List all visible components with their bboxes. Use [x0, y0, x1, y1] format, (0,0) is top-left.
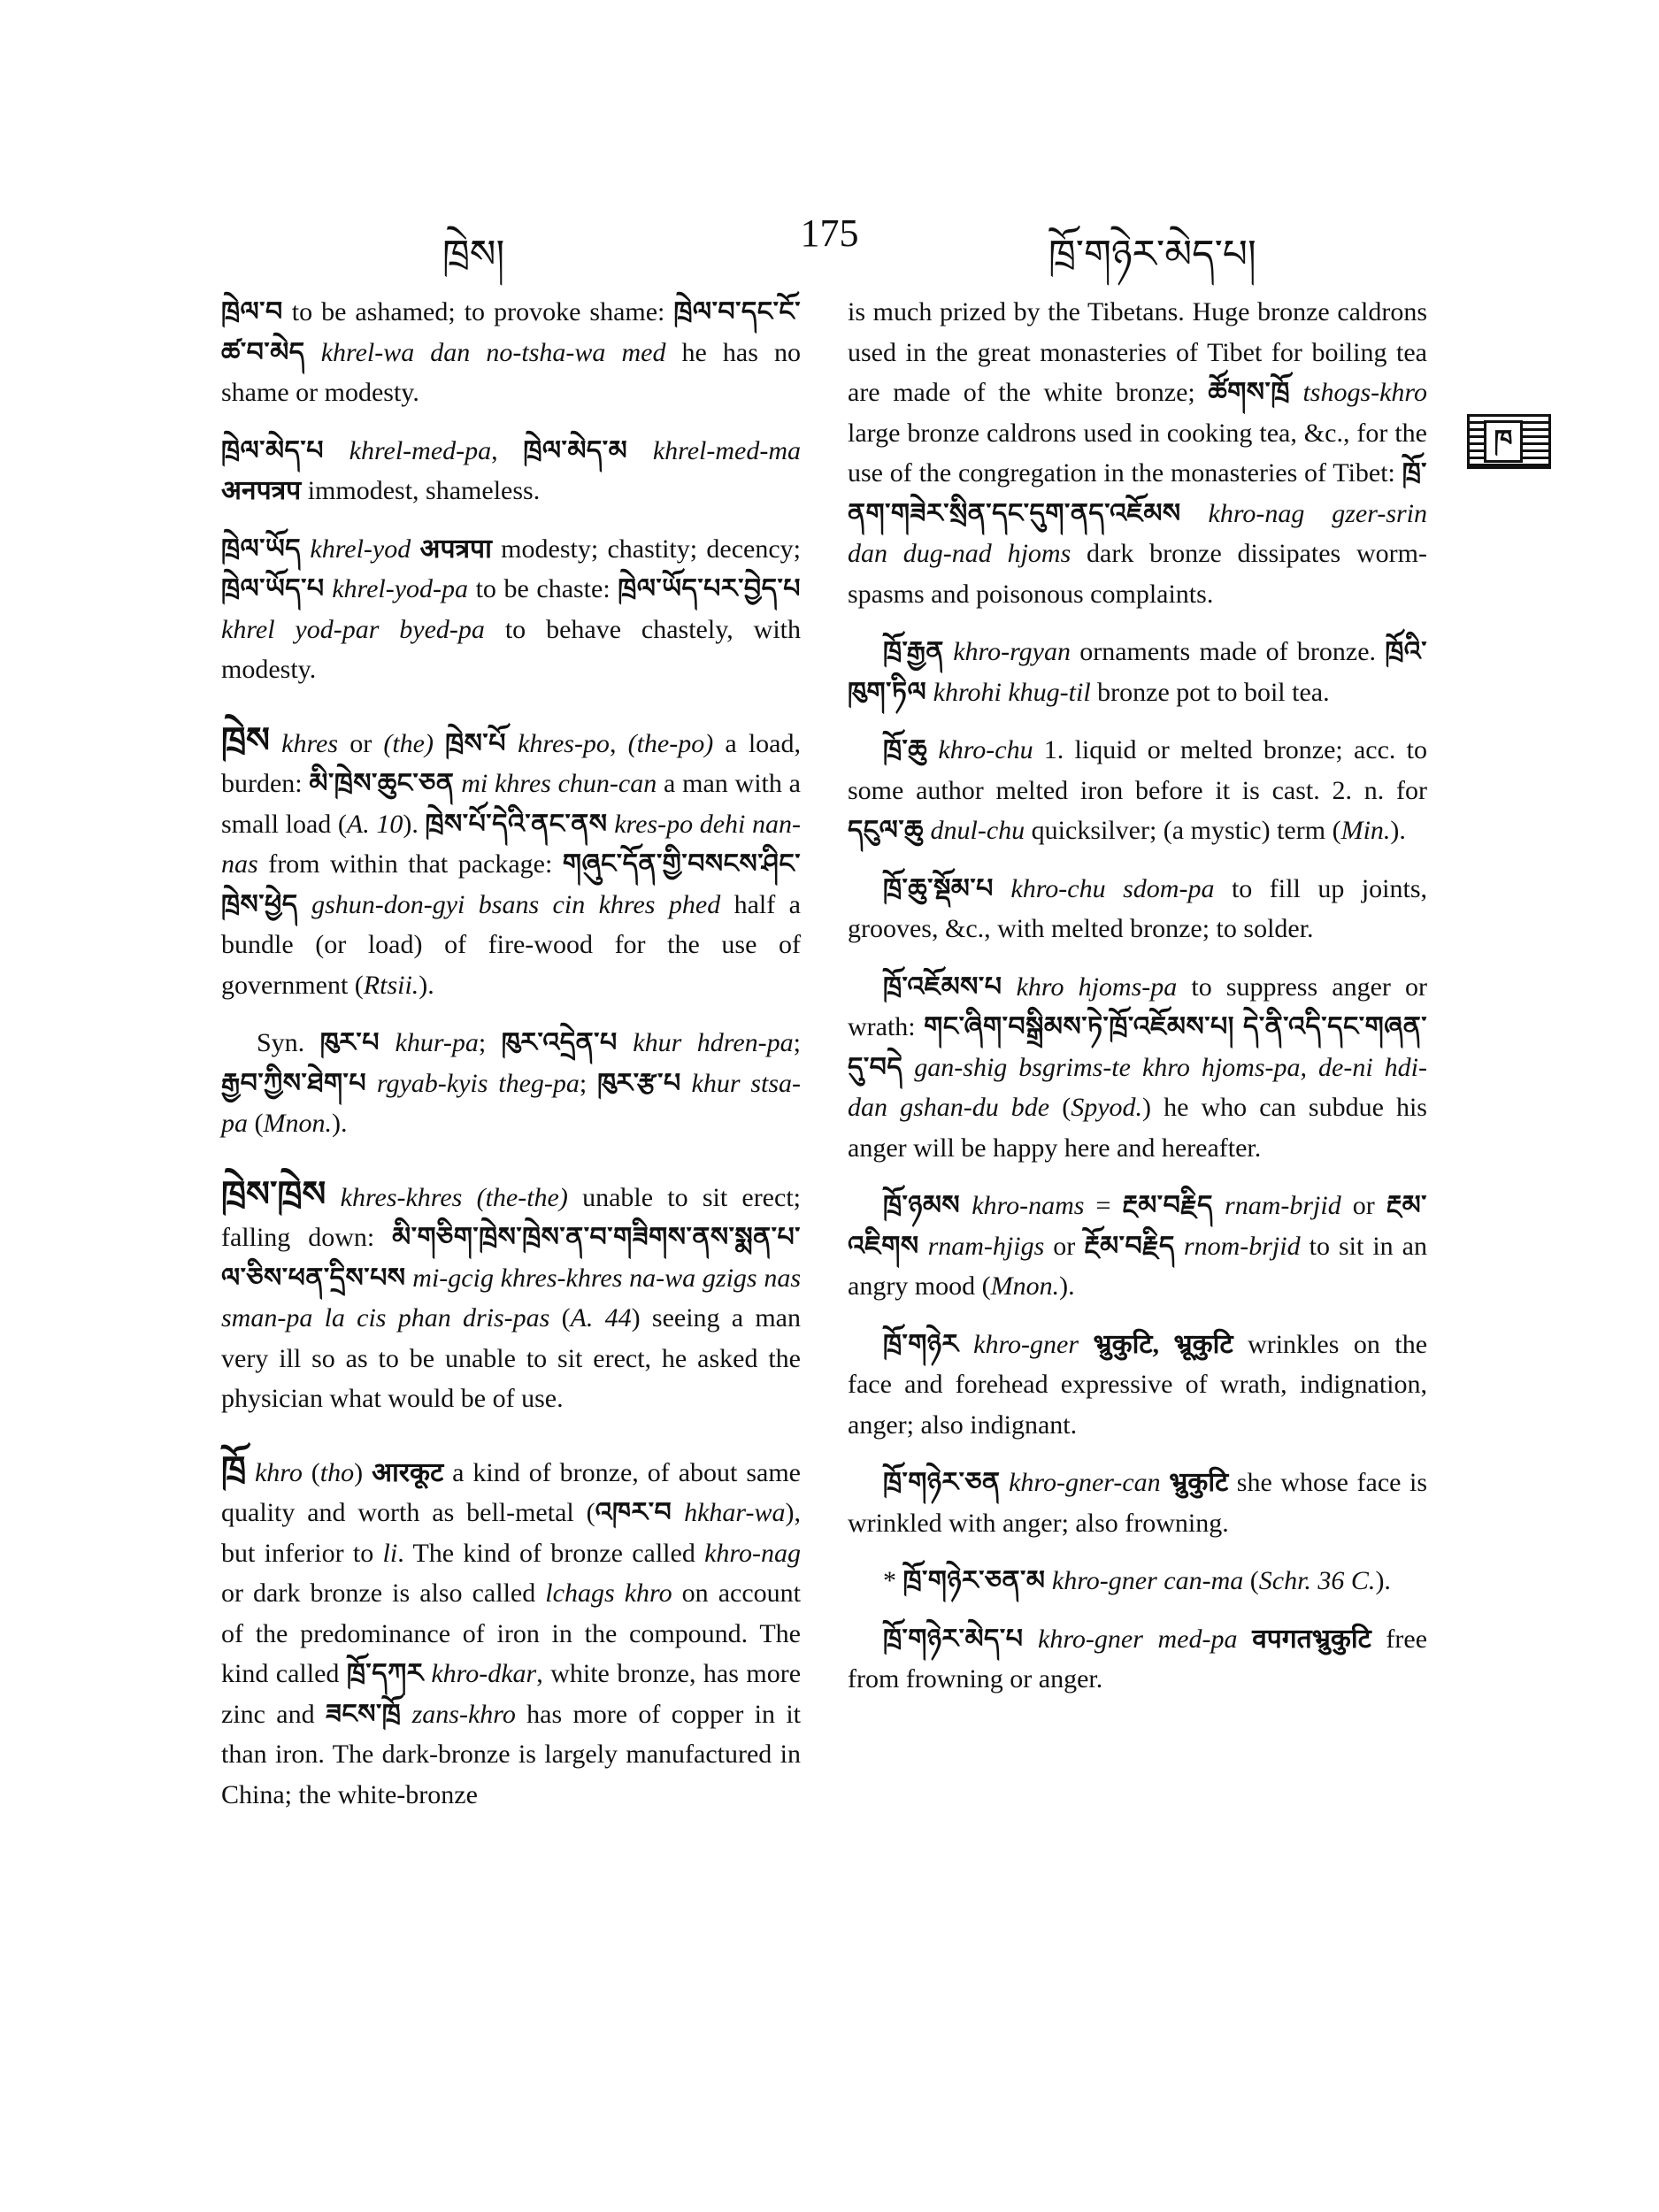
dictionary-entry: [848, 869, 1427, 949]
transliteration: Schr. 36 C.: [1258, 1566, 1376, 1595]
tibetan-text: ཁྲེས་པོ: [445, 728, 506, 758]
transliteration: khrohi khug-til: [926, 677, 1091, 707]
dictionary-entry: [848, 730, 1427, 851]
entry-text: large bronze caldrons used in cooking tea, &c., for the use of the congregation in the monasteries of Tibet:: [848, 418, 1427, 488]
header-right-headword: ཁྲོ་གཉེར་མེད་པ།: [1048, 233, 1256, 276]
transliteration: khro: [246, 1457, 303, 1487]
entry-text: ).: [1059, 1271, 1075, 1301]
transliteration: khro-nag: [704, 1538, 801, 1568]
sanskrit-text: अनपत्रप: [221, 476, 302, 505]
transliteration: (the-the): [476, 1182, 568, 1212]
entry-text: wrinkles on the face and forehead expressive of wrath, indignation, anger; also indignant.: [848, 1329, 1428, 1440]
headword: ཁྲེས: [221, 719, 270, 760]
tibetan-text: རྔོམ་བརྗིད: [1084, 1231, 1175, 1261]
tibetan-text: ཁྲོ་གཉེར་ཅན་མ: [902, 1566, 1046, 1595]
entry-text: =: [1084, 1191, 1123, 1220]
entry-text: a load, burden:: [221, 728, 801, 798]
transliteration: khro hjoms-pa: [1002, 972, 1178, 1002]
entry-text: unable to sit erect; falling down:: [221, 1182, 801, 1252]
transliteration: (the-po): [627, 728, 714, 758]
transliteration: khur stsa-pa: [221, 1068, 801, 1138]
transliteration: hkhar-wa: [672, 1498, 786, 1527]
entry-text: to behave chastely, with modesty.: [221, 614, 801, 684]
transliteration: rnam-brjid: [1213, 1191, 1341, 1220]
transliteration: tshogs-khro: [1289, 378, 1427, 407]
tibetan-text: གཞུང་དོན་གྱི་བསངས་ཤིང་ཁྲེས་ཕྱེད: [221, 849, 801, 919]
entry-text: ).: [419, 970, 434, 1000]
transliteration: mi khres chun-can: [454, 769, 657, 798]
page-number: 175: [800, 211, 859, 255]
entry-text: ;: [793, 1028, 801, 1057]
entry-text: ) seeing a man very ill so as to be unable to sit erect, he asked the physician what would be of use.: [221, 1303, 801, 1413]
entry-text: to fill up joints, grooves, &c., with melted bronze; to solder.: [848, 873, 1428, 943]
tibetan-text: ཁུར་པ: [319, 1028, 380, 1057]
sanskrit-text: वपगतभ्रुकुटि: [1252, 1624, 1371, 1654]
dictionary-entry: [848, 632, 1427, 712]
transliteration: Spyod.: [1071, 1093, 1143, 1122]
transliteration: khrel yod-par byed-pa: [221, 614, 485, 644]
tibetan-text: རྔམ་བརྗིད: [1122, 1191, 1214, 1220]
tibetan-text: ཁྲོ་ཆུ: [883, 735, 928, 764]
entry-text: . The kind of bronze called: [397, 1538, 705, 1568]
entry-text: ).: [1375, 1566, 1391, 1595]
tibetan-text: རྔམ་འཇིགས: [848, 1191, 1427, 1261]
sanskrit-text: भ्रुकुटि: [1169, 1468, 1229, 1497]
dictionary-entry: [221, 431, 801, 511]
page-header: [0, 211, 1659, 276]
transliteration: khro-nams: [960, 1191, 1085, 1220]
transliteration: khro-gner med-pa: [1023, 1624, 1238, 1654]
dictionary-entry: [848, 1325, 1427, 1446]
transliteration: lchags khro: [545, 1578, 672, 1608]
tibetan-text: ཁྲོ་ཉམས: [883, 1191, 961, 1220]
transliteration: A. 44: [570, 1303, 632, 1333]
tibetan-text: ཁྲོ་རྒྱན: [883, 637, 944, 666]
transliteration: zans-khro: [401, 1699, 516, 1729]
transliteration: khrel-med-ma: [627, 435, 801, 465]
tibetan-text: ཚོགས་ཁྲོ: [1208, 378, 1290, 407]
transliteration: gshun-don-gyi bsans cin khres phed: [297, 889, 721, 919]
tibetan-text: མི་གཅིག་ཁྲེས་ཁྲེས་ན་བ་གཟིགས་ནས་སྨན་པ་ལ་ཅིས་ཕན་དྲིས་པས: [221, 1223, 801, 1293]
entry-text: , white bronze, has more zinc and: [221, 1659, 802, 1729]
left-column: [221, 292, 801, 1832]
entry-text: or dark bronze is also called: [221, 1578, 546, 1608]
transliteration: khro-gner can-ma: [1045, 1566, 1244, 1595]
entry-text: to sit in an angry mood (: [848, 1231, 1427, 1301]
entry-text: ), but inferior to: [221, 1498, 802, 1568]
tibetan-text: མི་ཁྲེས་ཆུང་ཅན: [309, 769, 455, 798]
transliteration: khrel-med-pa: [323, 435, 492, 465]
header-left-headword: ཁྲེས།: [442, 233, 505, 276]
entry-text: (: [302, 1457, 320, 1487]
transliteration: khres-khres: [326, 1182, 463, 1212]
transliteration: khrel-yod-pa: [324, 574, 469, 603]
tibetan-text: ཁྲེལ་མེད་པ: [221, 435, 324, 465]
dictionary-entry: [848, 1186, 1427, 1307]
sanskrit-text: अपत्रपा: [419, 534, 492, 564]
transliteration: (the): [383, 728, 434, 758]
transliteration: khro-chu: [927, 735, 1033, 764]
transliteration: Mnon.: [263, 1109, 332, 1138]
entry-text: free from frowning or anger.: [848, 1624, 1428, 1694]
entry-text: immodest, shameless.: [301, 476, 541, 505]
tibetan-text: གང་ཞིག་བསྒྲིམས་ཏེ་ཁྲོ་འཇོམས་པ། དེ་ནི་འདི་དང་གཞན་དུ་བདེ: [848, 1012, 1428, 1082]
entry-text: a kind of bronze, of about same quality and worth as bell-metal (: [221, 1457, 801, 1527]
entry-text: Syn.: [257, 1028, 320, 1057]
dictionary-entry: [848, 292, 1427, 614]
entry-text: ) he who can subdue his anger will be happy here and hereafter.: [848, 1093, 1427, 1163]
thumb-index-label: ཁ: [1484, 420, 1523, 463]
entry-text: ;: [579, 1068, 598, 1098]
entry-text: to be chaste:: [468, 574, 618, 603]
entry-text: is much prized by the Tibetans. Huge bronze caldrons used in the great monasteries of Tibet for boiling tea are made of the white bronze;: [848, 297, 1427, 407]
tibetan-text: དངུལ་ཆུ: [848, 816, 925, 845]
tibetan-text: ཁྲོའི་ཁུག་ཏིལ: [848, 637, 1428, 707]
entry-text: on account of the predominance of iron in the compound. The kind called: [221, 1578, 802, 1688]
dictionary-entry: [221, 1023, 801, 1144]
entry-text: a man with a small load (: [221, 769, 801, 839]
entry-text: dark bronze dissipates worm-spasms and poisonous complaints.: [848, 539, 1427, 609]
sanskrit-text: आरकूट: [372, 1457, 444, 1487]
tibetan-text: ཁྲེལ་ཡོད་པར་བྱེད་པ: [618, 574, 801, 603]
entry-text: or: [1044, 1231, 1085, 1261]
tibetan-text: ཁྲོ་གཉེར་མེད་པ: [883, 1624, 1024, 1654]
transliteration: khres-po: [505, 728, 610, 758]
transliteration: khro-rgyan: [943, 637, 1071, 666]
transliteration: khur hdren-pa: [617, 1028, 794, 1057]
dictionary-entry: [848, 1561, 1427, 1601]
transliteration: rgyab-kyis theg-pa: [366, 1068, 580, 1098]
dictionary-entry: [221, 1174, 801, 1419]
entry-text: [1161, 1468, 1170, 1497]
entry-text: has more of copper in it than iron. The dark-bronze is largely manufactured in China; the white-bronze: [221, 1699, 802, 1809]
entry-text: modesty; chastity; decency;: [491, 534, 801, 564]
tibetan-text: ཁྲོ་ཆུ་སྡོམ་པ: [883, 873, 994, 903]
transliteration: tho: [319, 1457, 355, 1487]
entry-text: [1237, 1624, 1252, 1654]
transliteration: khro-dkar: [423, 1659, 537, 1688]
dictionary-entry: [848, 967, 1427, 1169]
transliteration: Rtsii.: [363, 970, 419, 1000]
entry-text: quicksilver; (a mystic) term (: [1025, 816, 1341, 845]
entry-text: (: [1049, 1093, 1071, 1122]
entry-text: [462, 1183, 476, 1212]
entry-text: he has no shame or modesty.: [221, 337, 801, 407]
tibetan-text: ཁྲོ་གཉེར་ཅན: [883, 1468, 1001, 1497]
transliteration: rnom-brjid: [1174, 1231, 1301, 1261]
entry-text: [434, 729, 445, 758]
transliteration: khrel-yod: [301, 534, 411, 564]
entry-text: (: [1243, 1566, 1259, 1595]
entry-text: ;: [478, 1028, 502, 1057]
entry-text: ).: [332, 1109, 348, 1138]
tibetan-text: ཟངས་ཁྲོ: [325, 1699, 402, 1729]
transliteration: khres: [270, 728, 339, 758]
transliteration: khro-gner: [958, 1329, 1079, 1359]
entry-text: half a bundle (or load) of fire-wood for the use of government (: [221, 889, 801, 1000]
entry-text: ornaments made of bronze.: [1070, 637, 1386, 666]
entry-text: ).: [1390, 816, 1406, 845]
headword: ཁྲེས་ཁྲེས: [221, 1173, 326, 1214]
transliteration: khrel-wa dan no-tsha-wa med: [304, 337, 666, 367]
transliteration: gan-shig bsgrims-te khro hjoms-pa, de-ni hdi-dan gshan-du bde: [848, 1052, 1427, 1122]
transliteration: khro-chu sdom-pa: [993, 873, 1215, 903]
entry-text: to suppress anger or wrath:: [848, 972, 1428, 1041]
tibetan-text: ཁྲེལ་མེད་མ: [523, 435, 628, 465]
tibetan-text: ཁྲོ་གཉེར: [883, 1329, 959, 1359]
transliteration: mi-gcig khres-khres na-wa gzigs nas sman-pa la cis phan dris-pas: [221, 1263, 801, 1333]
tibetan-text: ཁྲོ་འཇོམས་པ: [883, 972, 1002, 1002]
headword: ཁྲོ: [221, 1448, 246, 1489]
entry-text: (: [549, 1303, 571, 1333]
tibetan-text: ཁྲོ་དཀར: [346, 1659, 424, 1688]
dictionary-entry: [221, 720, 801, 1006]
entry-text: 1. liquid or melted bronze; acc. to some author melted iron before it is cast. 2. n. for: [848, 735, 1427, 805]
thumb-index-marker: [1467, 414, 1551, 469]
dictionary-entry: [221, 292, 801, 413]
entry-text: or: [1340, 1191, 1386, 1220]
tibetan-text: ཁྲེལ་ཡོད་པ: [221, 574, 325, 603]
entry-text: *: [883, 1566, 903, 1595]
dictionary-entry: [848, 1619, 1427, 1700]
entry-text: ).: [403, 809, 426, 839]
tibetan-text: ཁྲེལ་བ: [221, 297, 283, 326]
tibetan-text: རྒྱབ་ཀྱིས་ཐེག་པ: [221, 1068, 367, 1098]
tibetan-text: ཁྲེལ་ཡོད: [221, 534, 302, 564]
transliteration: khur-pa: [379, 1028, 479, 1057]
entry-text: (: [248, 1109, 264, 1138]
dictionary-entry: [221, 529, 801, 690]
tibetan-text: ཁུར་རྩ་པ: [597, 1068, 681, 1098]
entry-text: bronze pot to boil tea.: [1090, 677, 1330, 707]
sanskrit-text: भ्रुकुटि, भ्रूकुटि: [1093, 1329, 1233, 1359]
tibetan-text: ཁྲེས་པོ་དེའི་ནང་ནས: [425, 809, 608, 839]
tibetan-text: ཁུར་འདྲེན་པ: [501, 1028, 618, 1057]
entry-text: ): [354, 1457, 373, 1487]
entry-text: [411, 534, 419, 564]
transliteration: A. 10: [346, 809, 403, 839]
transliteration: rnam-hjigs: [918, 1231, 1045, 1261]
tibetan-text: འཁར་བ: [595, 1498, 672, 1527]
transliteration: khro-gner-can: [1000, 1468, 1161, 1497]
tibetan-text: ཁྲོ་ནག་གཟེར་སྲིན་དང་དུག་ནད་འཇོམས: [848, 458, 1427, 528]
dictionary-entry: [848, 1463, 1427, 1543]
transliteration: Mnon.: [990, 1271, 1060, 1301]
tibetan-text: ཁྲེལ་བ་དང་ངོ་ཚ་བ་མེད: [221, 297, 801, 367]
entry-text: ,: [491, 435, 524, 465]
entry-text: [1079, 1330, 1094, 1359]
transliteration: li: [382, 1538, 398, 1568]
right-column: [848, 292, 1427, 1717]
transliteration: dnul-chu: [924, 816, 1025, 845]
transliteration: kres-po dehi nan-nas: [221, 809, 801, 879]
transliteration: Min.: [1340, 816, 1391, 845]
entry-text: ,: [609, 728, 628, 758]
entry-text: to be ashamed; to provoke shame:: [282, 297, 674, 326]
entry-text: she whose face is wrinkled with anger; also frowning.: [848, 1468, 1428, 1538]
entry-text: from within that package:: [257, 849, 563, 879]
transliteration: khro-nag gzer-srin dan dug-nad hjoms: [848, 498, 1427, 568]
entry-text: or: [338, 728, 384, 758]
dictionary-entry: [221, 1449, 801, 1816]
